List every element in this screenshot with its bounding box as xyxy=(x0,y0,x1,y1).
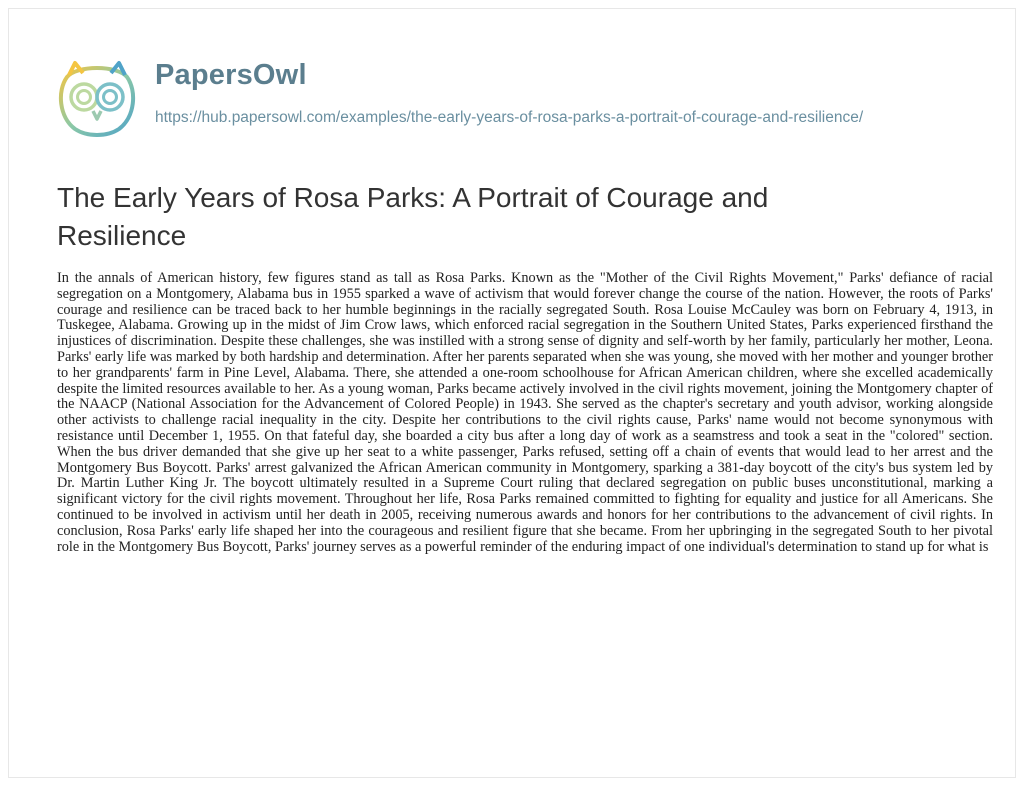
document-page xyxy=(8,8,1016,778)
article-body: In the annals of American history, few figures stand as tall as Rosa Parks. Known as the "Mother of the Civil Rights Movement," Parks' defiance of racial segregation on a Montgomery, Alabama bus in 1955 sparked a wave of activism that would forever change the course of the nation. However, the roots of Parks' courage and resilience can be traced back to her humble beginnings in the racially segregated South. Rosa Louise McCauley was born on February 4, 1913, in Tuskegee, Alabama. Growing up in the midst of Jim Crow laws, which enforced racial segregation in the Southern United States, Parks experienced firsthand the injustices of discrimination. Despite these challenges, she was instilled with a strong sense of dignity and self-worth by her family, particularly her mother, Leona. Parks' early life was marked by both hardship and determination. After her parents separated when she was young, she moved with her mother and younger brother to her grandparents' farm in Pine Level, Alabama. There, she attended a one-room schoolhouse for African American children, where she excelled academically despite the limited resources available to her. As a young woman, Parks became actively involved in the civil rights movement, joining the Montgomery chapter of the NAACP (National Association for the Advancement of Colored People) in 1943. She served as the chapter's secretary and youth advisor, working alongside other activists to challenge racial inequality in the city. Despite her contributions to the civil rights cause, Parks' name would not become synonymous with resistance until December 1, 1955. On that fateful day, she boarded a city bus after a long day of work as a seamstress and took a seat in the "colored" section. When the bus driver demanded that she give up her seat to a white passenger, Parks refused, setting off a chain of events that would lead to her arrest and the Montgomery Bus Boycott. Parks' arrest galvanized the African American community in Montgomery, sparking a 381-day boycott of the city's bus system led by Dr. Martin Luther King Jr. The boycott ultimately resulted in a Supreme Court ruling that declared segregation on public buses unconstitutional, marking a significant victory for the civil rights movement. Throughout her life, Rosa Parks remained committed to fighting for equality and justice for all Americans. She continued to be involved in activism until her death in 2005, receiving numerous awards and honors for her contributions to the advancement of civil rights. In conclusion, Rosa Parks' early life shaped her into the courageous and resilient figure that she became. From her upbringing in the segregated South to her pivotal role in the Montgomery Bus Boycott, Parks' journey serves as a powerful reminder of the enduring impact of one individual's determination to stand up for what is xyxy=(57,270,993,555)
page-title: The Early Years of Rosa Parks: A Portrait of Courage and Resilience xyxy=(57,182,769,251)
source-url-link[interactable]: https://hub.papersowl.com/examples/the-early-years-of-rosa-parks-a-portrait-of-courage-and-resilience/ xyxy=(155,109,864,126)
page-header xyxy=(53,53,953,163)
brand-name: PapersOwl xyxy=(155,59,307,91)
owl-logo-icon xyxy=(53,55,141,143)
